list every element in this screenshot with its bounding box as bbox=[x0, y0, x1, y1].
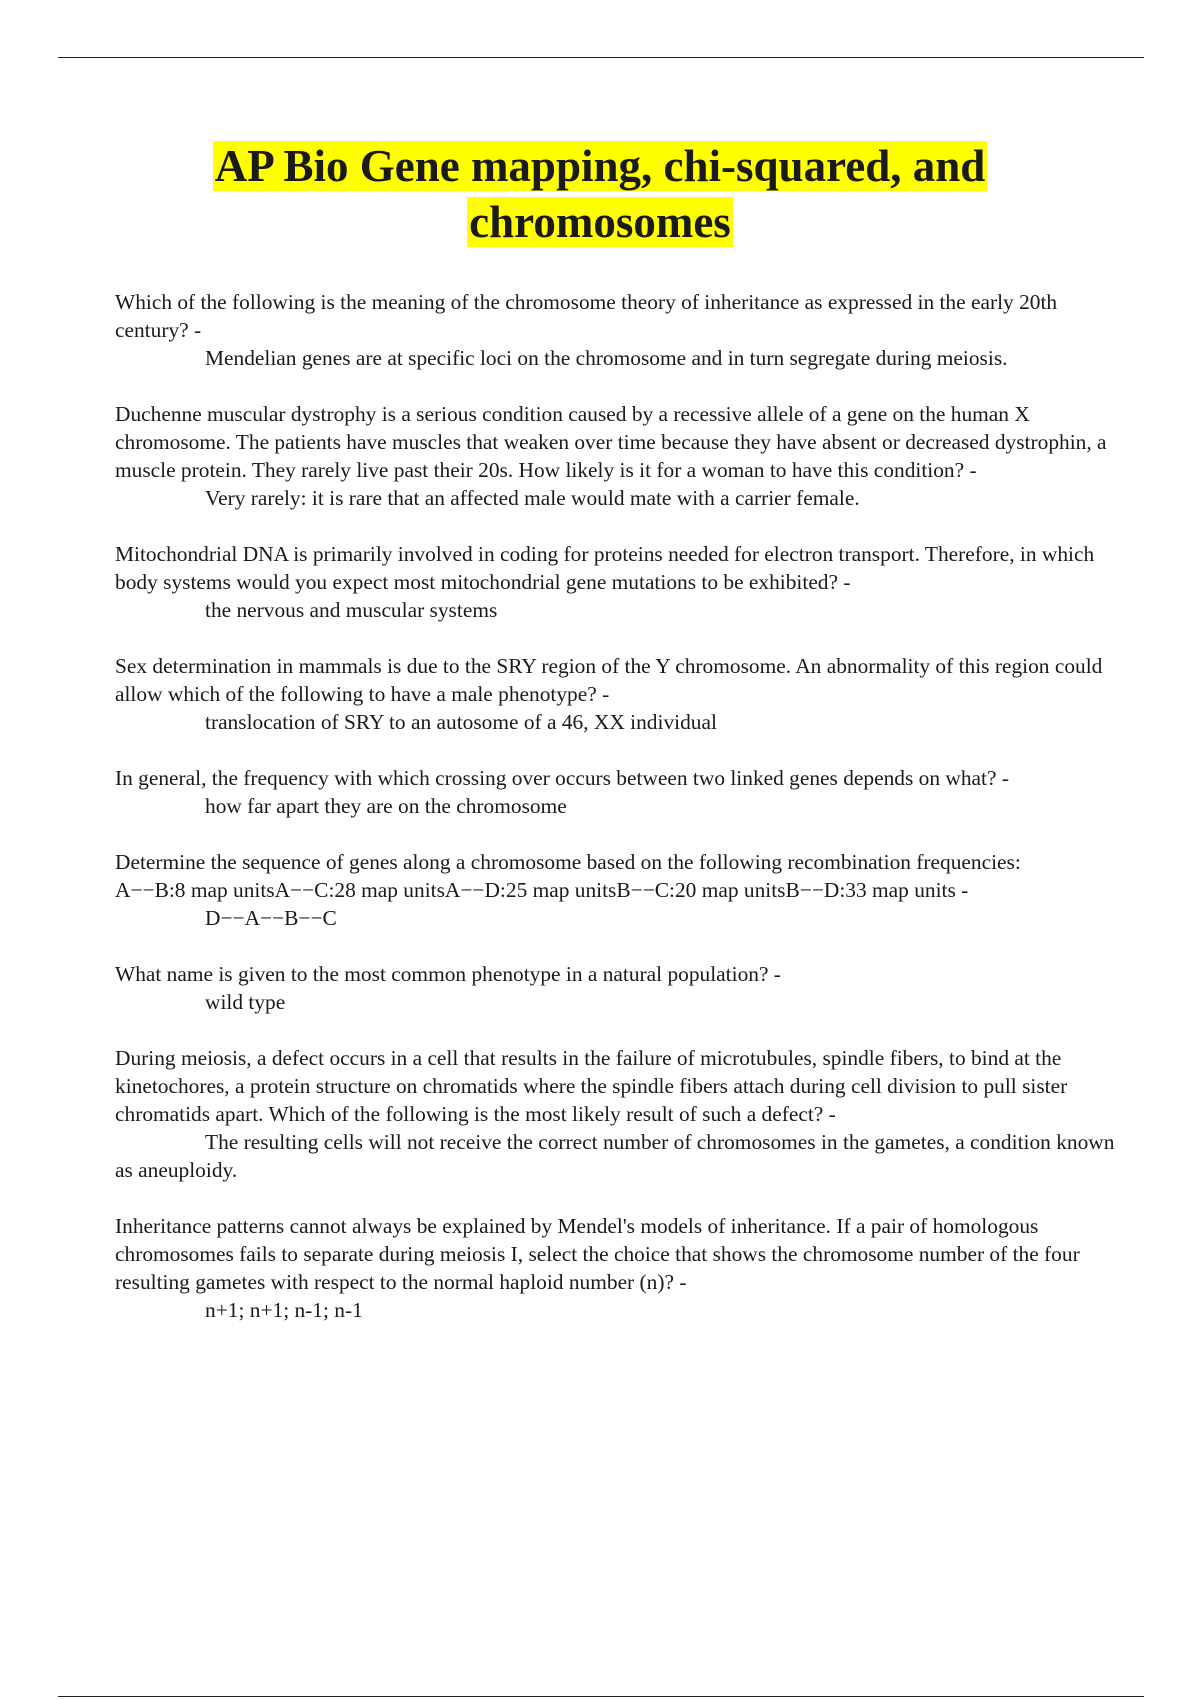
page-title-line-2: chromosomes bbox=[469, 197, 731, 247]
question-text: During meiosis, a defect occurs in a cell that results in the failure of microtubules, spindle fibers, to bind at the kinetochores, a protein structure on chromatids where the spindle fibers attach during cell division to pull sister chromatids apart. Which of the following is the most likely result of such a defect? - bbox=[115, 1046, 1073, 1126]
question-answer-list bbox=[115, 288, 1115, 1352]
qa-item bbox=[115, 1044, 1115, 1184]
question-text: Determine the sequence of genes along a chromosome based on the following recombination frequencies: A−−B:8 map unitsA−−C:28 map unitsA−−D:25 map unitsB−−C:20 map unitsB−−D:33 map units - bbox=[115, 850, 1021, 902]
qa-item bbox=[115, 288, 1115, 372]
bottom-rule bbox=[58, 1696, 1144, 1697]
qa-item bbox=[115, 764, 1115, 820]
answer-text: D−−A−−B−−C bbox=[205, 906, 337, 930]
question-text: What name is given to the most common phenotype in a natural population? - bbox=[115, 962, 781, 986]
question-text: Sex determination in mammals is due to the SRY region of the Y chromosome. An abnormality of this region could allow which of the following to have a male phenotype? - bbox=[115, 654, 1108, 706]
page-title-line-1: AP Bio Gene mapping, chi-squared, and bbox=[214, 141, 986, 191]
question-text: Which of the following is the meaning of the chromosome theory of inheritance as expressed in the early 20th century? - bbox=[115, 290, 1063, 342]
qa-item bbox=[115, 652, 1115, 736]
question-text: In general, the frequency with which crossing over occurs between two linked genes depends on what? - bbox=[115, 766, 1009, 790]
answer-text: wild type bbox=[205, 990, 286, 1014]
answer-text: Very rarely: it is rare that an affected male would mate with a carrier female. bbox=[205, 486, 860, 510]
question-text: Inheritance patterns cannot always be explained by Mendel's models of inheritance. If a pair of homologous chromosomes fails to separate during meiosis I, select the choice that shows the chromosome number of the four resulting gametes with respect to the normal haploid number (n)? - bbox=[115, 1214, 1086, 1294]
answer-text: n+1; n+1; n-1; n-1 bbox=[205, 1298, 363, 1322]
qa-item bbox=[115, 1212, 1115, 1324]
top-rule bbox=[58, 57, 1144, 58]
answer-text: how far apart they are on the chromosome bbox=[205, 794, 567, 818]
qa-item bbox=[115, 848, 1115, 932]
qa-item bbox=[115, 400, 1115, 512]
answer-text: Mendelian genes are at specific loci on the chromosome and in turn segregate during meiosis. bbox=[205, 346, 1008, 370]
page-title bbox=[0, 138, 1200, 250]
answer-text: the nervous and muscular systems bbox=[205, 598, 498, 622]
question-text: Mitochondrial DNA is primarily involved in coding for proteins needed for electron transport. Therefore, in which body systems would you expect most mitochondrial gene mutations to be exhibited? - bbox=[115, 542, 1100, 594]
qa-item bbox=[115, 540, 1115, 624]
answer-text: The resulting cells will not receive the correct number of chromosomes in the gametes, a condition known as aneuploidy. bbox=[115, 1130, 1115, 1182]
answer-text: translocation of SRY to an autosome of a 46, XX individual bbox=[205, 710, 717, 734]
question-text: Duchenne muscular dystrophy is a serious condition caused by a recessive allele of a gene on the human X chromosome. The patients have muscles that weaken over time because they have absent or decreased dystrophin, a muscle protein. They rarely live past their 20s. How likely is it for a woman to have this condition? - bbox=[115, 402, 1112, 482]
qa-item bbox=[115, 960, 1115, 1016]
